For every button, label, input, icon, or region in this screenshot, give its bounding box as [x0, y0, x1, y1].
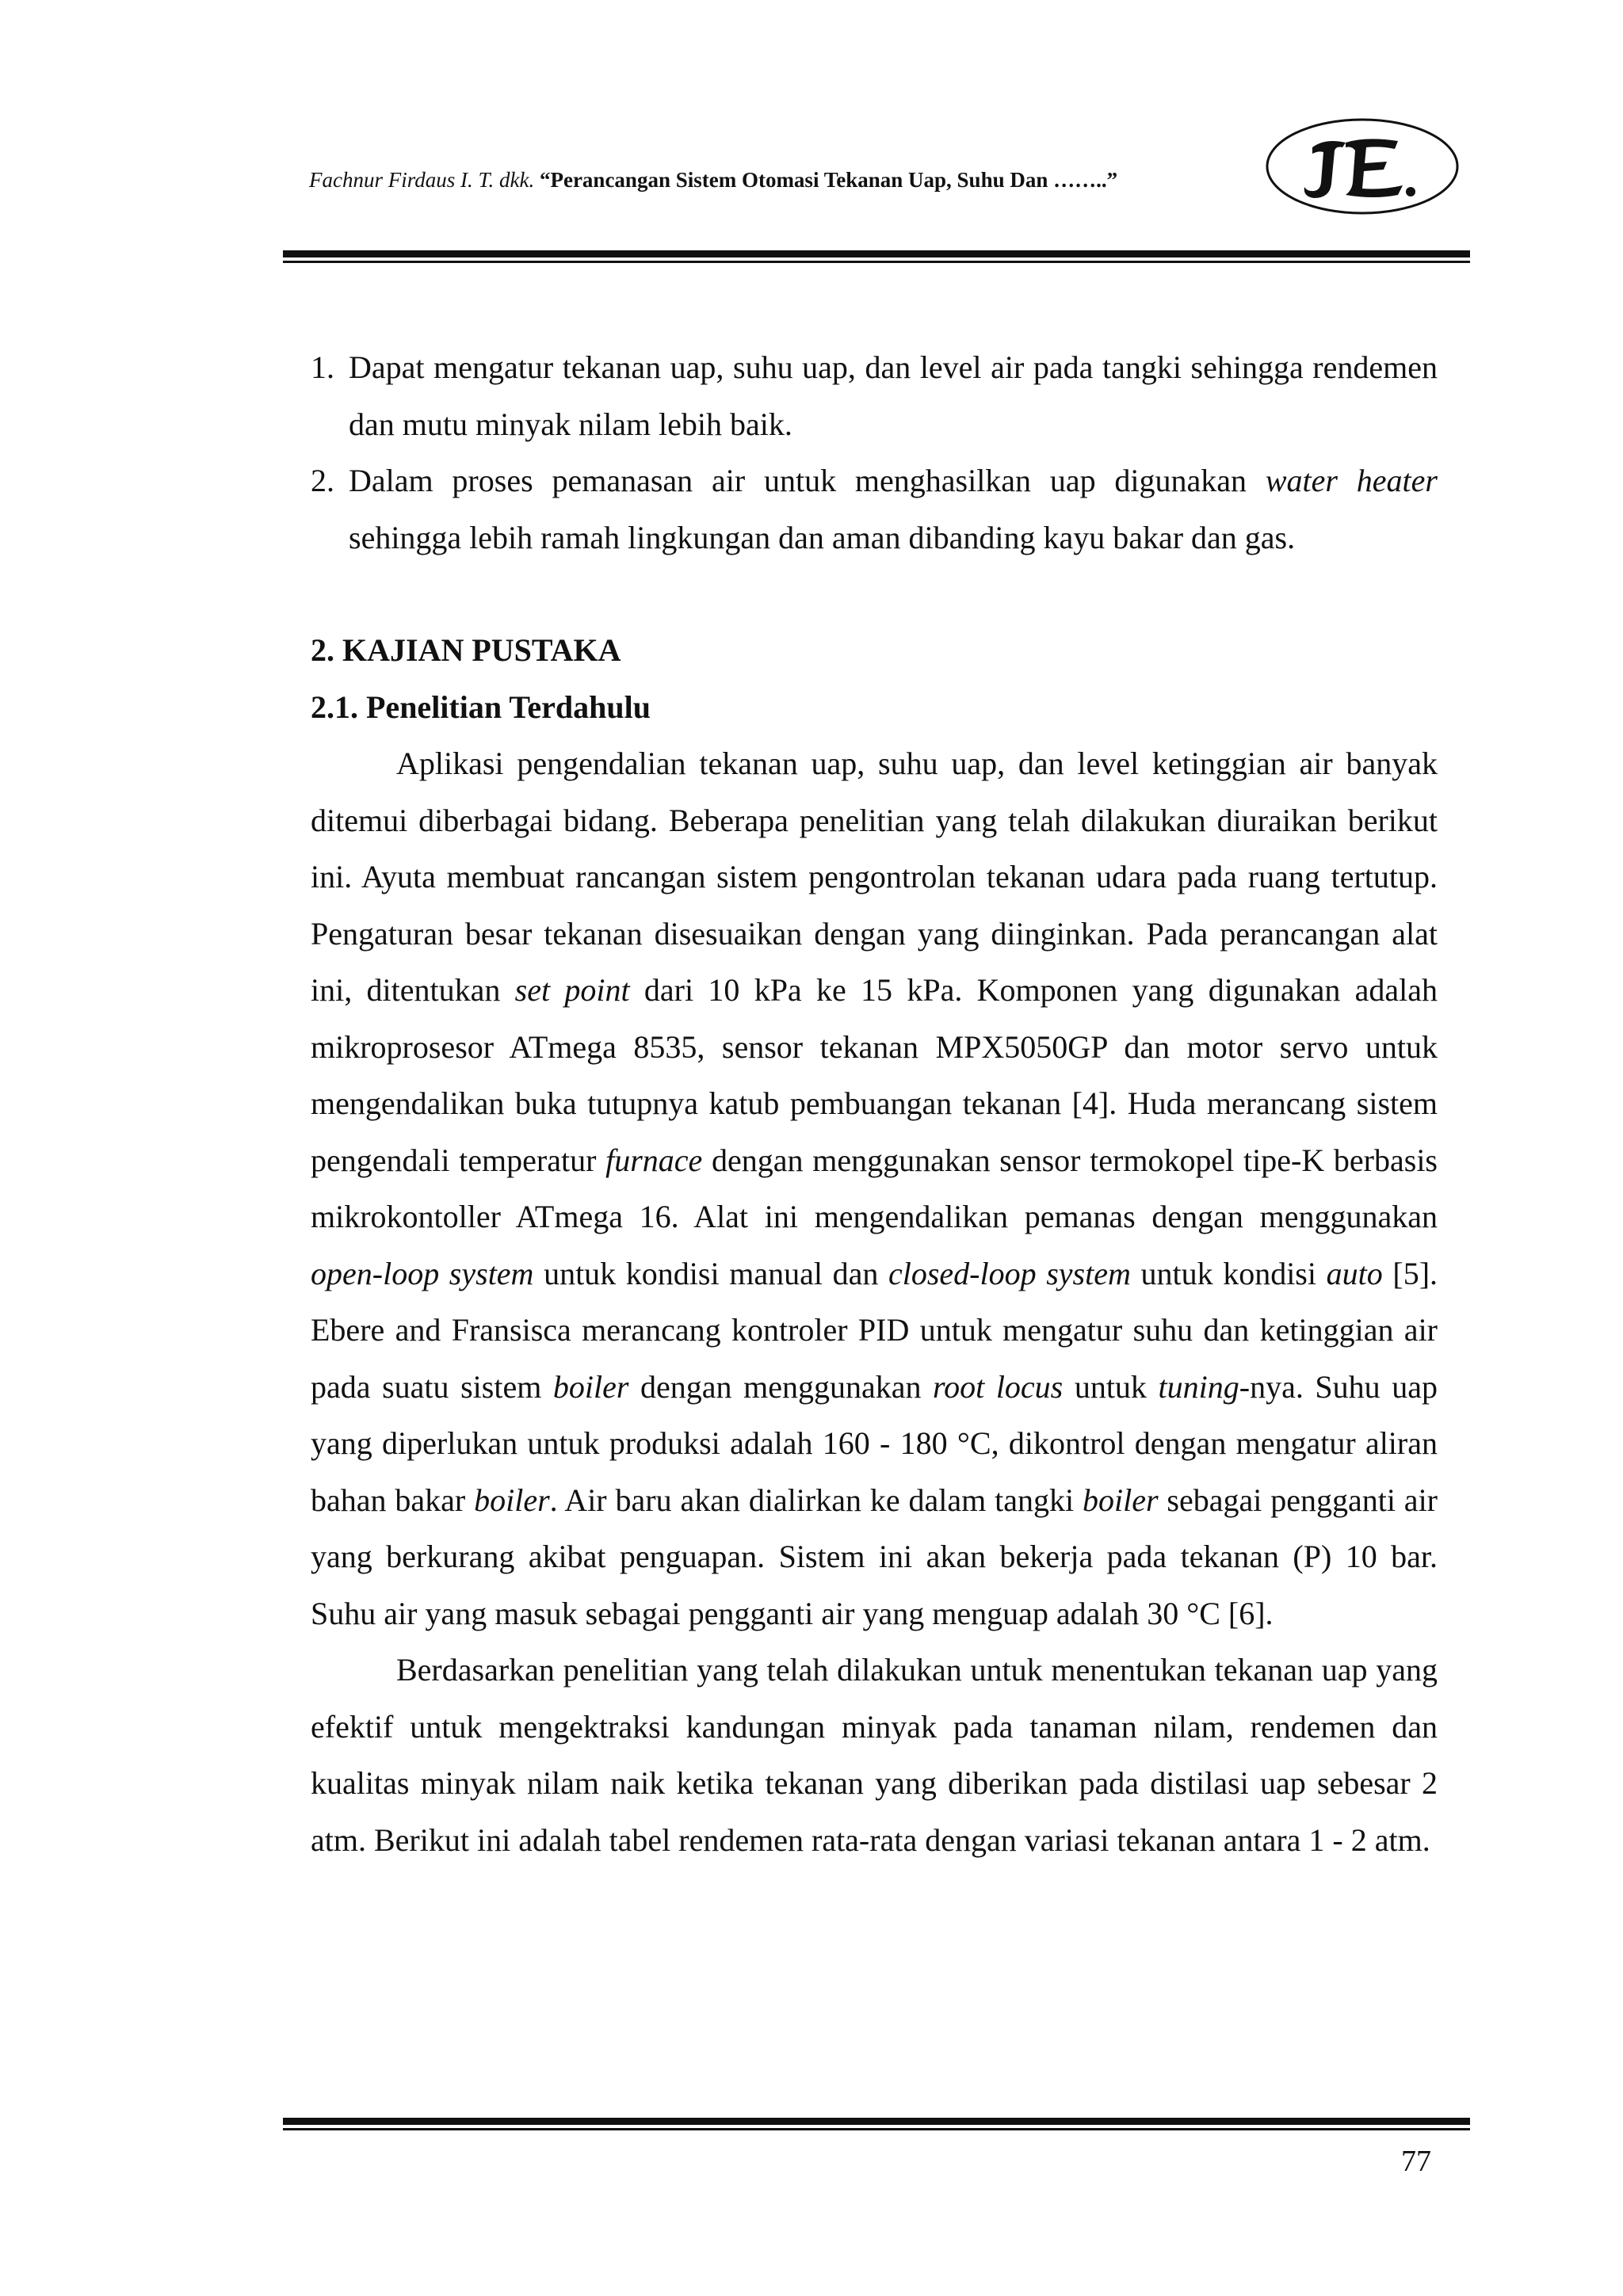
para-text: untuk	[1063, 1368, 1159, 1405]
para-text: Aplikasi pengendalian tekanan uap, suhu uap, dan level ketinggian air banyak ditemui diberbagai bidang. Beberapa penelitian yang telah dilakukan diuraikan berikut ini. Ayuta membuat rancangan sistem pengontrolan tekanan udara pada ruang tertutup. Pengaturan besar tekanan disesuaikan dengan yang diinginkan. Pada perancangan alat ini, ditentukan	[311, 746, 1438, 1008]
para-text: sebagai pengganti air yang berkurang akibat penguapan. Sistem ini akan bekerja pada tekanan (P) 10 bar. Suhu air yang masuk sebagai pengganti air yang menguap adalah 30 °C [6].	[311, 1482, 1438, 1631]
para-text: dari 10 kPa ke 15 kPa. Komponen yang digunakan adalah mikroprosesor ATmega 8535, sensor tekanan MPX5050GP dan motor servo untuk mengendalikan buka tutupnya katub pembuangan tekanan [4]. Huda merancang sistem pengendali temperatur	[311, 972, 1438, 1178]
list-item-number: 1.	[311, 349, 334, 385]
para-text: dengan menggunakan sensor termokopel tipe-K berbasis mikrokontoller ATmega 16. Alat ini mengendalikan pemanas dengan menggunakan	[311, 1142, 1438, 1234]
para-text: . Air baru akan dialirkan ke dalam tangki	[549, 1482, 1083, 1518]
para-text: -nya. Suhu uap yang diperlukan untuk produksi adalah 160 - 180 °C, dikontrol dengan mengatur aliran bahan bakar	[311, 1368, 1438, 1518]
paragraph-previous-research	[311, 735, 1438, 1642]
running-head-authors: Fachnur Firdaus I. T. dkk.	[309, 168, 535, 192]
para-emphasis: root locus	[933, 1368, 1064, 1405]
para-emphasis: auto	[1326, 1255, 1383, 1291]
para-emphasis: set point	[514, 972, 630, 1008]
list-item	[311, 452, 1438, 566]
section-heading: 2. KAJIAN PUSTAKA	[311, 632, 621, 668]
footer-rule	[283, 2118, 1470, 2132]
paragraph-conclusion: Berdasarkan penelitian yang telah dilakukan untuk menentukan tekanan uap yang efektif untuk mengektraksi kandungan minyak pada tanaman nilam, rendemen dan kualitas minyak nilam naik ketika tekanan yang diberikan pada distilasi uap sebesar 2 atm. Berikut ini adalah tabel rendemen rata-rata dengan variasi tekanan antara 1 - 2 atm.	[311, 1652, 1438, 1858]
running-head-title: “Perancangan Sistem Otomasi Tekanan Uap, Suhu Dan ……..”	[539, 168, 1118, 192]
list-item-text: Dapat mengatur tekanan uap, suhu uap, dan level air pada tangki sehingga rendemen dan mutu minyak nilam lebih baik.	[349, 349, 1438, 442]
para-emphasis: furnace	[605, 1142, 703, 1178]
list-item-emphasis: water heater	[1265, 463, 1438, 498]
para-emphasis: open-loop system	[311, 1255, 534, 1291]
list-item	[311, 339, 1438, 452]
para-text: [5]. Ebere and Fransisca merancang kontroler PID untuk mengatur suhu dan ketinggian air pada suatu sistem	[311, 1255, 1438, 1405]
page-body	[311, 339, 1438, 1868]
list-item-text: Dalam proses pemanasan air untuk menghasilkan uap digunakan	[349, 463, 1266, 498]
para-emphasis: boiler	[1082, 1482, 1159, 1518]
list-item-text: sehingga lebih ramah lingkungan dan aman dibanding kayu bakar dan gas.	[349, 519, 1296, 555]
page-number: 77	[1401, 2145, 1431, 2178]
para-emphasis: closed-loop system	[888, 1255, 1131, 1291]
list-item-number: 2.	[311, 463, 334, 498]
para-text: untuk kondisi	[1130, 1255, 1327, 1291]
para-text: untuk kondisi manual dan	[533, 1255, 888, 1291]
para-emphasis: boiler	[552, 1368, 629, 1405]
objectives-list	[311, 339, 1438, 566]
running-head	[309, 168, 1260, 193]
journal-logo-icon	[1263, 116, 1461, 217]
para-emphasis: boiler	[474, 1482, 550, 1518]
para-text: dengan menggunakan	[628, 1368, 934, 1405]
subsection-heading: 2.1. Penelitian Terdahulu	[311, 688, 651, 725]
para-emphasis: tuning	[1158, 1368, 1239, 1405]
header-rule	[283, 250, 1470, 265]
